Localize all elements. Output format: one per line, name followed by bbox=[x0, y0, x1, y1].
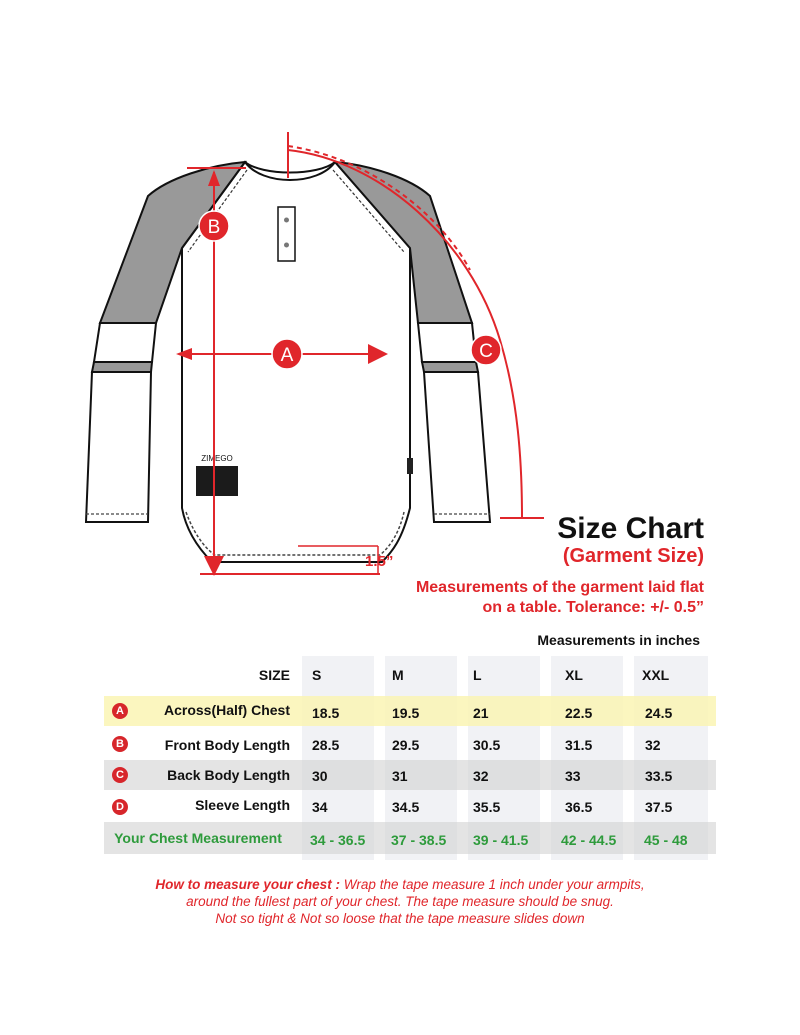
value-cell: 31.5 bbox=[565, 737, 593, 753]
value-cell: 28.5 bbox=[312, 737, 340, 753]
size-chart-title: Size Chart bbox=[557, 512, 704, 545]
how-to-lead: How to measure your chest : bbox=[155, 877, 340, 892]
badge-c-diagram bbox=[471, 335, 501, 365]
henley-placket bbox=[278, 207, 295, 261]
left-sleeve-lower bbox=[86, 372, 151, 522]
svg-text:C: C bbox=[479, 341, 493, 362]
right-sleeve-lower bbox=[424, 372, 490, 522]
value-cell: 30 bbox=[312, 768, 328, 784]
size-header: SIZE bbox=[258, 667, 290, 683]
row-badge: C bbox=[112, 767, 128, 783]
value-cell: 33 bbox=[565, 768, 581, 784]
row-badge: A bbox=[112, 703, 128, 719]
brand-patch bbox=[196, 466, 238, 496]
value-cell: 34.5 bbox=[392, 799, 420, 815]
svg-text:A: A bbox=[280, 345, 294, 366]
svg-text:B: B bbox=[207, 217, 221, 238]
left-sleeve-stripe bbox=[94, 323, 156, 362]
size-col-l: L bbox=[473, 667, 482, 683]
hem-drop-label: 1.5” bbox=[365, 553, 394, 570]
chest-value-s: 34 - 36.5 bbox=[310, 832, 366, 848]
measurement-note-line1: Measurements of the garment laid flat bbox=[415, 579, 704, 596]
value-cell: 22.5 bbox=[565, 705, 593, 721]
how-to-measure bbox=[0, 876, 800, 927]
chest-value-xxl: 45 - 48 bbox=[644, 832, 688, 848]
value-cell: 18.5 bbox=[312, 705, 340, 721]
value-cell: 19.5 bbox=[392, 705, 420, 721]
chest-value-xl: 42 - 44.5 bbox=[561, 832, 617, 848]
size-col-m: M bbox=[392, 667, 404, 683]
row-badge: B bbox=[112, 736, 128, 752]
value-cell: 37.5 bbox=[645, 799, 673, 815]
right-sleeve-stripe bbox=[418, 323, 476, 362]
badge-b-diagram bbox=[199, 211, 229, 241]
size-col-xxl: XXL bbox=[642, 667, 670, 683]
row-label: Front Body Length bbox=[164, 737, 290, 753]
how-to-line1-rest: Wrap the tape measure 1 inch under your armpits, bbox=[339, 877, 645, 892]
how-to-line1 bbox=[0, 876, 800, 893]
units-label: Measurements in inches bbox=[537, 632, 700, 648]
row-label: Sleeve Length bbox=[195, 797, 290, 813]
value-cell: 36.5 bbox=[565, 799, 593, 815]
row-label: Back Body Length bbox=[167, 767, 290, 783]
how-to-line3: Not so tight & Not so loose that the tape measure slides down bbox=[215, 911, 585, 926]
value-cell: 32 bbox=[645, 737, 661, 753]
value-cell: 32 bbox=[473, 768, 489, 784]
badge-a-diagram bbox=[272, 339, 302, 369]
value-cell: 33.5 bbox=[645, 768, 673, 784]
value-cell: 21 bbox=[473, 705, 489, 721]
brand-patch-text: ZIMEGO bbox=[201, 454, 233, 463]
value-cell: 29.5 bbox=[392, 737, 420, 753]
chest-row-label: Your Chest Measurement bbox=[114, 830, 282, 846]
size-col-s: S bbox=[312, 667, 322, 683]
size-col-xl: XL bbox=[565, 667, 583, 683]
chest-value-m: 37 - 38.5 bbox=[391, 832, 447, 848]
chest-value-l: 39 - 41.5 bbox=[473, 832, 529, 848]
row-badge: D bbox=[112, 799, 128, 815]
how-to-line2: around the fullest part of your chest. The tape measure should be snug. bbox=[186, 894, 614, 909]
value-cell: 34 bbox=[312, 799, 328, 815]
value-cell: 24.5 bbox=[645, 705, 673, 721]
value-cell: 31 bbox=[392, 768, 408, 784]
row-label: Across(Half) Chest bbox=[163, 702, 290, 718]
measurement-note-line2: on a table. Tolerance: +/- 0.5” bbox=[482, 599, 704, 616]
size-chart-subtitle: (Garment Size) bbox=[562, 545, 704, 567]
value-cell: 35.5 bbox=[473, 799, 501, 815]
value-cell: 30.5 bbox=[473, 737, 501, 753]
measurement-note bbox=[284, 578, 704, 618]
